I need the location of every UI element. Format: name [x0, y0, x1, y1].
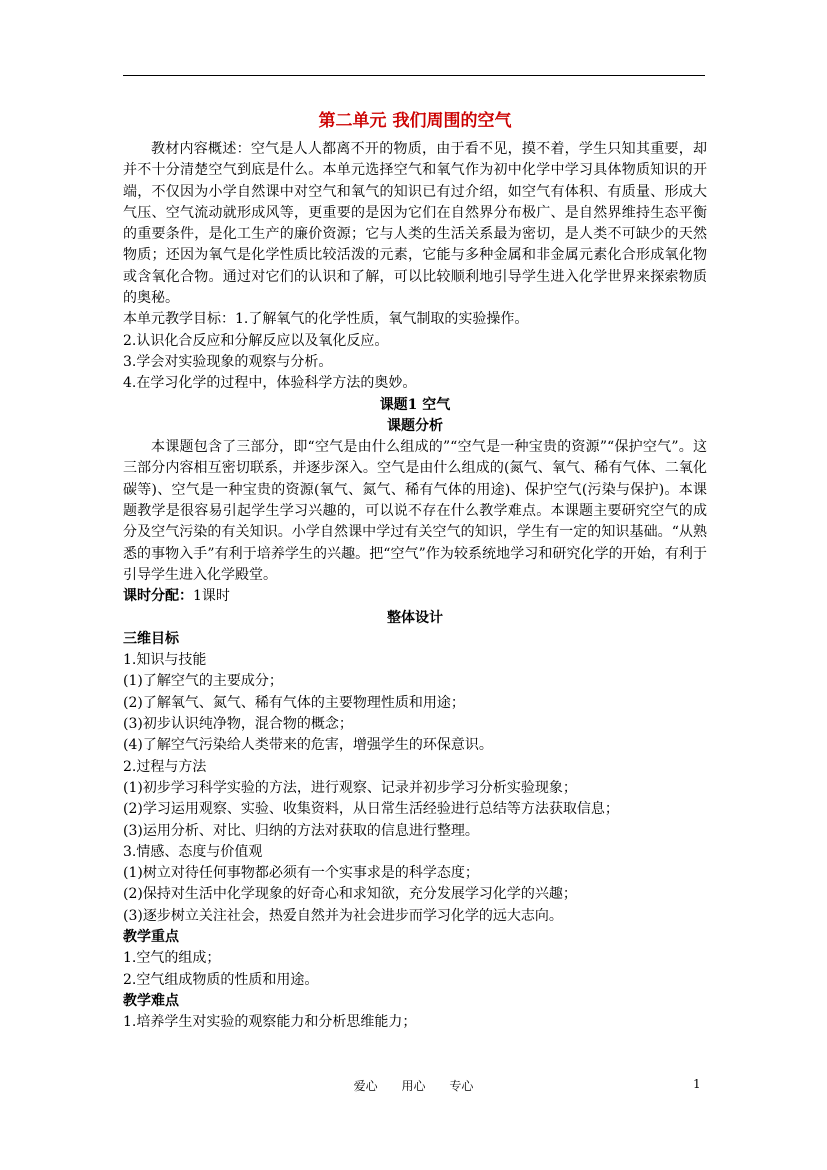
- class-hours-label: 课时分配：: [123, 588, 193, 605]
- goal-item: (1)初步学习科学实验的方法，进行观察、记录并初步学习分析实验现象；: [123, 779, 577, 796]
- goal-item: (3)初步认识纯净物，混合物的概念；: [123, 716, 353, 733]
- unit-goal: 3.学会对实验现象的观察与分析。: [123, 353, 333, 370]
- goal-section-heading: 2.过程与方法: [123, 758, 207, 775]
- goal-item: (1)树立对待任何事物都必须有一个实事求是的科学态度；: [123, 865, 479, 882]
- goal-section-heading: 1.知识与技能: [123, 652, 207, 669]
- goal-item: (3)逐步树立关注社会，热爱自然并为社会进步而学习化学的远大志向。: [123, 907, 563, 924]
- goals-title: 三维目标: [123, 630, 179, 647]
- header-rule: [123, 75, 705, 76]
- analysis-paragraph: 本课题包含了三部分，即“空气是由什么组成的”“空气是一种宝贵的资源”“保护空气”。这三部分内容相互密切联系，并逐步深入。空气是由什么组成的(氮气、氧气、稀有气体、二氧化碳等)、空气是一种宝贵的资源(氧气、氮气、稀有气体的用途)、保护空气(污染与保护)。本课题教学是很容易引起学生学习兴趣的，可以说不存在什么教学难点。本课题主要研究空气的成分及空气污染的有关知识。小学自然课中学过有关空气的知识，学生有一定的知识基础。“从熟悉的事物入手”有利于培养学生的兴趣。把“空气”作为较系统地学习和研究化学的开始，有利于引导学生进入化学殿堂。: [123, 439, 707, 583]
- analysis-title: 课题分析: [387, 417, 443, 434]
- footer-motto-item: 用心: [401, 1079, 426, 1093]
- unit-goal: 2.认识化合反应和分解反应以及氧化反应。: [123, 332, 389, 349]
- key-points-title: 教学重点: [123, 928, 179, 945]
- goal-section-heading: 3.情感、态度与价值观: [123, 843, 263, 860]
- document-title: 第二单元 我们周围的空气: [318, 111, 512, 131]
- footer-motto-item: 爱心: [353, 1079, 378, 1093]
- footer-motto-item: 专心: [449, 1079, 474, 1093]
- class-hours: [123, 586, 707, 607]
- goal-item: (2)了解氧气、氮气、稀有气体的主要物理性质和用途；: [123, 694, 465, 711]
- goal-item: (2)学习运用观察、实验、收集资料，从日常生活经验进行总结等方法获取信息；: [123, 801, 619, 818]
- key-point: 1.空气的组成；: [123, 950, 221, 967]
- footer-motto: [0, 1077, 827, 1094]
- unit-goal: 4.在学习化学的过程中，体验科学方法的奥妙。: [123, 375, 417, 392]
- goal-item: (1)了解空气的主要成分；: [123, 673, 283, 690]
- goal-item: (2)保持对生活中化学现象的好奇心和求知欲，充分发展学习化学的兴趣；: [123, 886, 577, 903]
- key-point: 2.空气组成物质的性质和用途。: [123, 971, 319, 988]
- design-title: 整体设计: [387, 609, 443, 626]
- unit-goal: 本单元教学目标：1.了解氧气的化学性质，氧气制取的实验操作。: [123, 311, 529, 328]
- class-hours-value: 1课时: [193, 588, 230, 605]
- difficulty-item: 1.培养学生对实验的观察能力和分析思维能力；: [123, 1014, 417, 1031]
- difficulties-title: 教学难点: [123, 992, 179, 1009]
- overview-paragraph: 教材内容概述：空气是人人都离不开的物质，由于看不见，摸不着，学生只知其重要，却并不十分清楚空气到底是什么。本单元选择空气和氧气作为初中化学中学习具体物质知识的开端，不仅因为小学自然课中对空气和氧气的知识已有过介绍，如空气有体积、有质量、形成大气压、空气流动就形成风等，更重要的是因为它们在自然界分布极广、是自然界维持生态平衡的重要条件，是化工生产的廉价资源；它与人类的生活关系最为密切，是人类不可缺少的天然物质；还因为氧气是化学性质比较活泼的元素，它能与多种金属和非金属元素化合形成氧化物或含氧化合物。通过对它们的认识和了解，可以比较顺利地引导学生进入化学世界来探索物质的奥秘。: [123, 141, 707, 307]
- lesson-title: 课题1 空气: [379, 396, 451, 413]
- goal-item: (3)运用分析、对比、归纳的方法对获取的信息进行整理。: [123, 822, 479, 839]
- page-number: 1: [693, 1077, 701, 1091]
- document-body: [123, 108, 707, 1033]
- goal-item: (4)了解空气污染给人类带来的危害，增强学生的环保意识。: [123, 737, 493, 754]
